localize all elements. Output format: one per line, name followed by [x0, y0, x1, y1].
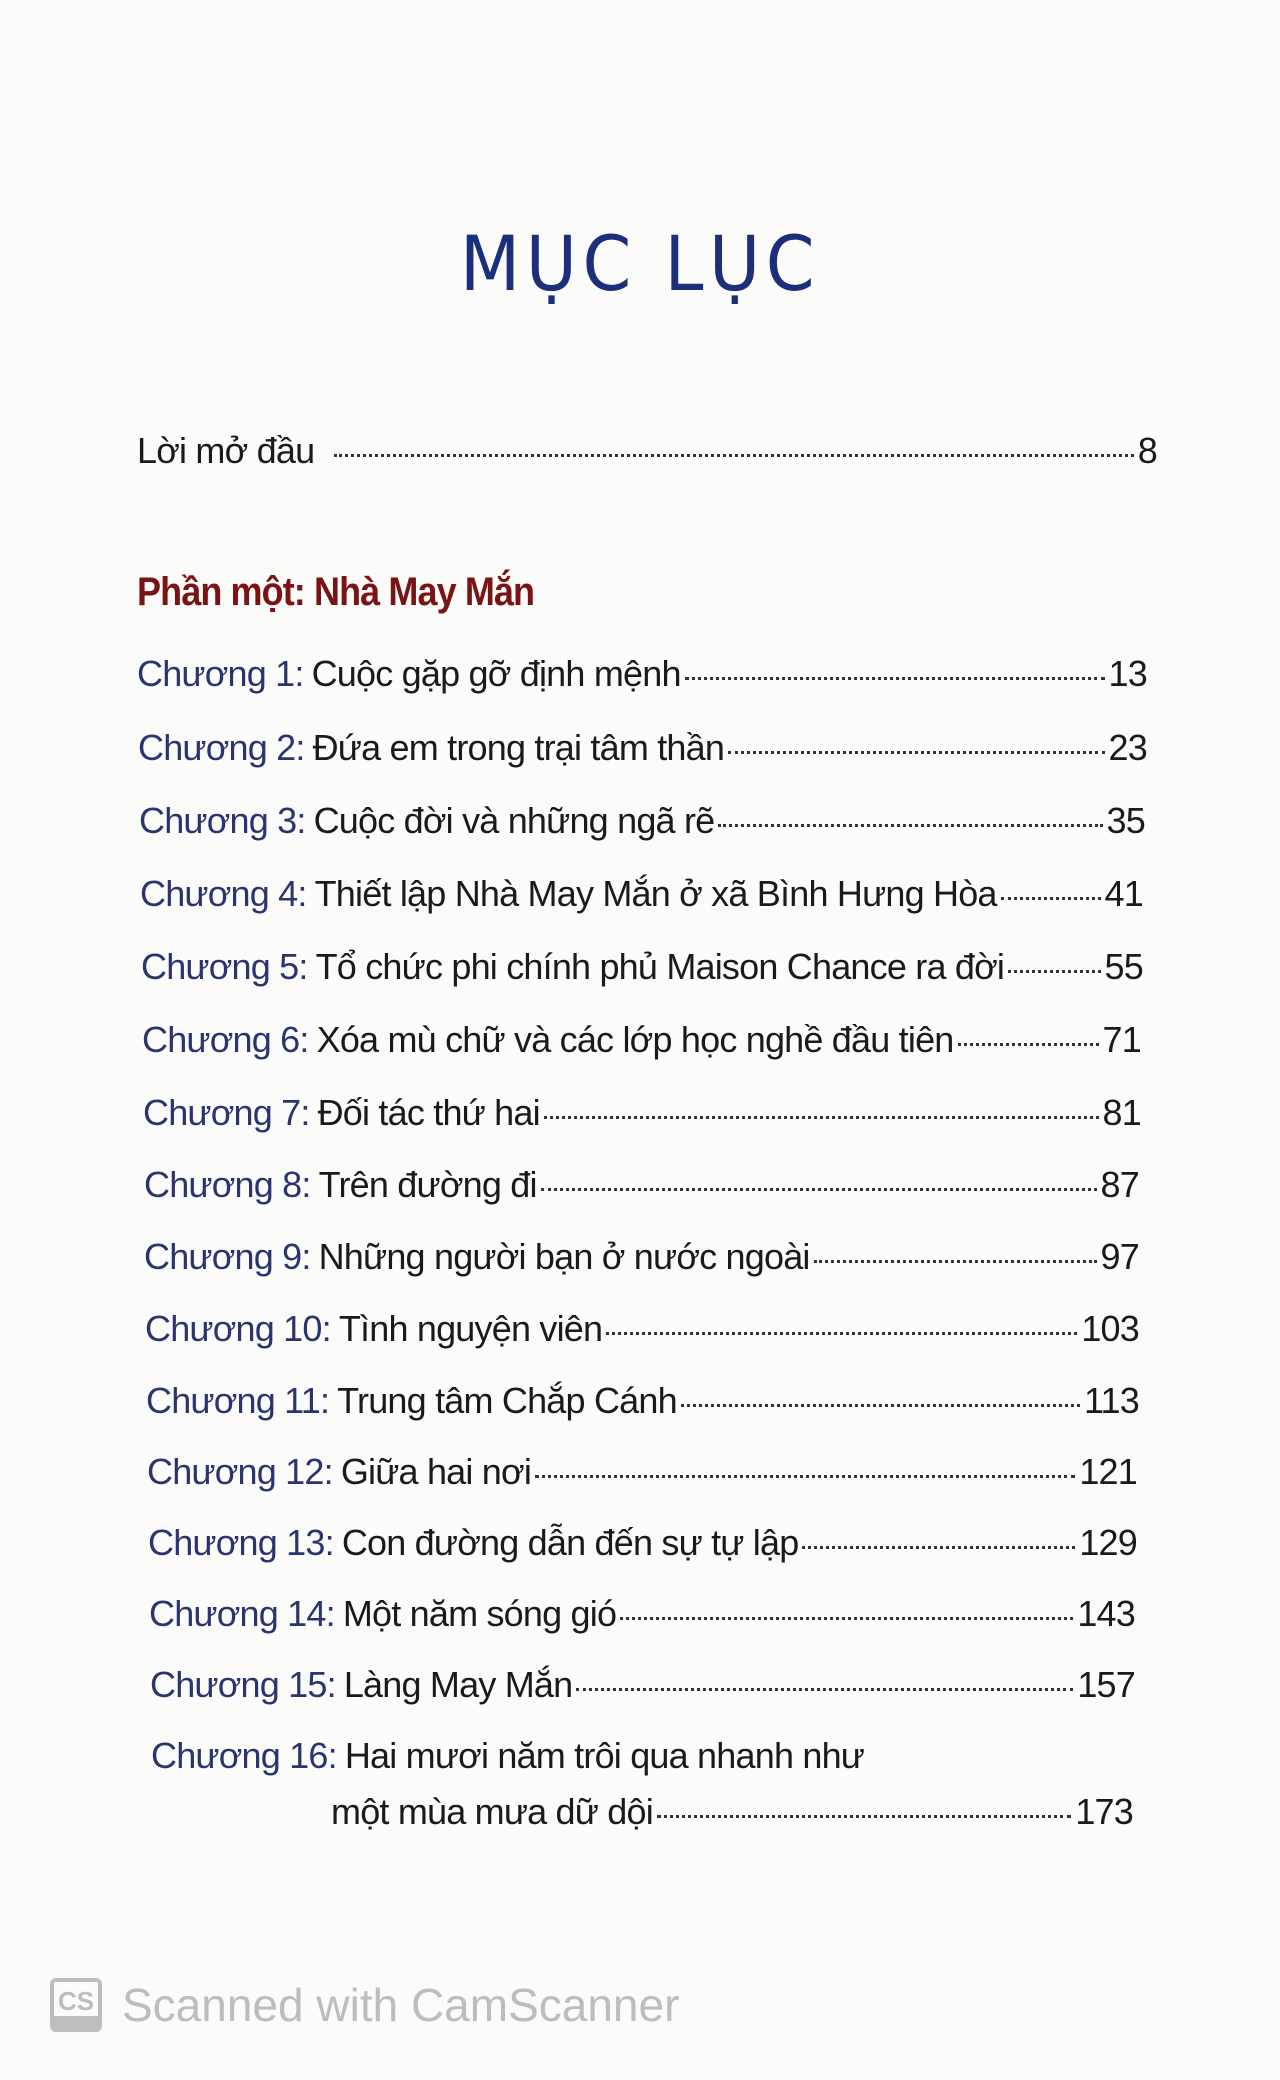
toc-entry-chapter[interactable] — [144, 1236, 1139, 1278]
chapter-number-label: Chương 4: — [140, 873, 307, 914]
toc-entry-chapter[interactable] — [139, 800, 1145, 842]
chapter-page-number: 143 — [1077, 1593, 1135, 1634]
dot-leader — [620, 1617, 1073, 1620]
toc-entry-chapter[interactable] — [145, 1308, 1139, 1350]
dot-leader — [958, 1043, 1099, 1046]
dot-leader — [718, 824, 1102, 827]
toc-entry-chapter[interactable] — [137, 653, 1147, 695]
chapter-page-number: 103 — [1081, 1308, 1139, 1349]
camscanner-logo-icon: CS — [50, 1978, 102, 2032]
dot-leader — [814, 1260, 1097, 1263]
dot-leader — [544, 1116, 1099, 1119]
chapter-title: Hai mươi năm trôi qua nhanh như — [344, 1735, 865, 1776]
chapter-title: Làng May Mắn — [343, 1664, 573, 1705]
chapter-page-number: 55 — [1104, 946, 1143, 987]
chapter-number-label: Chương 10: — [145, 1308, 331, 1349]
chapter-number-label: Chương 11: — [146, 1380, 330, 1421]
chapter-title: Thiết lập Nhà May Mắn ở xã Bình Hưng Hòa — [314, 873, 997, 914]
chapter-number-label: Chương 12: — [147, 1451, 333, 1492]
toc-entry-chapter[interactable] — [149, 1593, 1135, 1635]
chapter-page-number: 121 — [1079, 1451, 1137, 1492]
dot-leader — [1001, 897, 1101, 900]
dot-leader — [657, 1815, 1071, 1818]
chapter-title: Đối tác thứ hai — [317, 1092, 540, 1133]
toc-entry-chapter[interactable] — [144, 1164, 1139, 1206]
chapter-title: Cuộc đời và những ngã rẽ — [313, 800, 715, 841]
toc-entry-chapter[interactable] — [151, 1735, 864, 1777]
chapter-number-label: Chương 1: — [137, 653, 304, 694]
chapter-page-number: 35 — [1106, 800, 1145, 841]
chapter-number-label: Chương 15: — [150, 1664, 336, 1705]
dot-leader — [681, 1404, 1080, 1407]
chapter-number-label: Chương 5: — [141, 946, 308, 987]
dot-leader — [576, 1688, 1073, 1691]
chapter-title: Xóa mù chữ và các lớp học nghề đầu tiên — [316, 1019, 954, 1060]
chapter-page-number: 129 — [1079, 1522, 1137, 1563]
dot-leader — [541, 1188, 1097, 1191]
toc-entry-preface[interactable] — [137, 430, 1157, 472]
chapter-number-label: Chương 2: — [138, 727, 305, 768]
toc-entry-title: Lời mở đầu — [137, 430, 315, 471]
toc-entry-chapter[interactable] — [147, 1451, 1137, 1493]
toc-entry-chapter[interactable] — [148, 1522, 1137, 1564]
dot-leader — [728, 751, 1104, 754]
chapter-number-label: Chương 9: — [144, 1236, 311, 1277]
chapter-title: Đứa em trong trại tâm thần — [312, 727, 725, 768]
chapter-title: Con đường dẫn đến sự tự lập — [341, 1522, 799, 1563]
chapter-page-number: 87 — [1100, 1164, 1139, 1205]
toc-entry-chapter[interactable] — [150, 1664, 1135, 1706]
chapter-page-number: 97 — [1100, 1236, 1139, 1277]
chapter-title: Những người bạn ở nước ngoài — [318, 1236, 810, 1277]
chapter-title: Giữa hai nơi — [340, 1451, 532, 1492]
chapter-title: Cuộc gặp gỡ định mệnh — [311, 653, 681, 694]
chapter-title: Tình nguyện viên — [338, 1308, 603, 1349]
chapter-title-continuation: một mùa mưa dữ dội — [331, 1791, 653, 1832]
dot-leader — [334, 454, 1133, 457]
part-heading: Phần một: Nhà May Mắn — [137, 570, 535, 614]
toc-entry-chapter[interactable] — [141, 946, 1143, 988]
chapter-number-label: Chương 3: — [139, 800, 306, 841]
dot-leader — [1008, 970, 1100, 973]
watermark-text: Scanned with CamScanner — [122, 1979, 680, 2031]
chapter-title: Trên đường đi — [318, 1164, 537, 1205]
chapter-page-number: 71 — [1102, 1019, 1141, 1060]
dot-leader — [685, 677, 1105, 680]
toc-entry-chapter[interactable] — [142, 1019, 1141, 1061]
chapter-page-number: 81 — [1102, 1092, 1141, 1133]
chapter-number-label: Chương 13: — [148, 1522, 334, 1563]
chapter-number-label: Chương 7: — [143, 1092, 310, 1133]
chapter-page-number: 173 — [1075, 1791, 1133, 1832]
dot-leader — [535, 1475, 1075, 1478]
dot-leader — [802, 1546, 1075, 1549]
chapter-title: Trung tâm Chắp Cánh — [337, 1380, 677, 1421]
toc-entry-page: 8 — [1137, 430, 1157, 471]
chapter-number-label: Chương 16: — [151, 1735, 337, 1776]
toc-entry-chapter[interactable] — [138, 727, 1147, 769]
chapter-number-label: Chương 6: — [142, 1019, 309, 1060]
chapter-page-number: 23 — [1108, 727, 1147, 768]
chapter-number-label: Chương 8: — [144, 1164, 311, 1205]
toc-entry-chapter-continuation[interactable] — [331, 1791, 1133, 1833]
chapter-number-label: Chương 14: — [149, 1593, 335, 1634]
toc-entry-chapter[interactable] — [140, 873, 1143, 915]
chapter-title: Một năm sóng gió — [342, 1593, 617, 1634]
chapter-page-number: 13 — [1108, 653, 1147, 694]
chapter-page-number: 41 — [1104, 873, 1143, 914]
camscanner-watermark — [50, 1978, 679, 2032]
page-title: MỤC LỤC — [459, 218, 821, 308]
chapter-title: Tổ chức phi chính phủ Maison Chance ra đời — [315, 946, 1005, 987]
toc-entry-chapter[interactable] — [146, 1380, 1139, 1422]
toc-entry-chapter[interactable] — [143, 1092, 1141, 1134]
chapter-page-number: 113 — [1084, 1380, 1139, 1421]
dot-leader — [606, 1332, 1077, 1335]
chapter-page-number: 157 — [1077, 1664, 1135, 1705]
